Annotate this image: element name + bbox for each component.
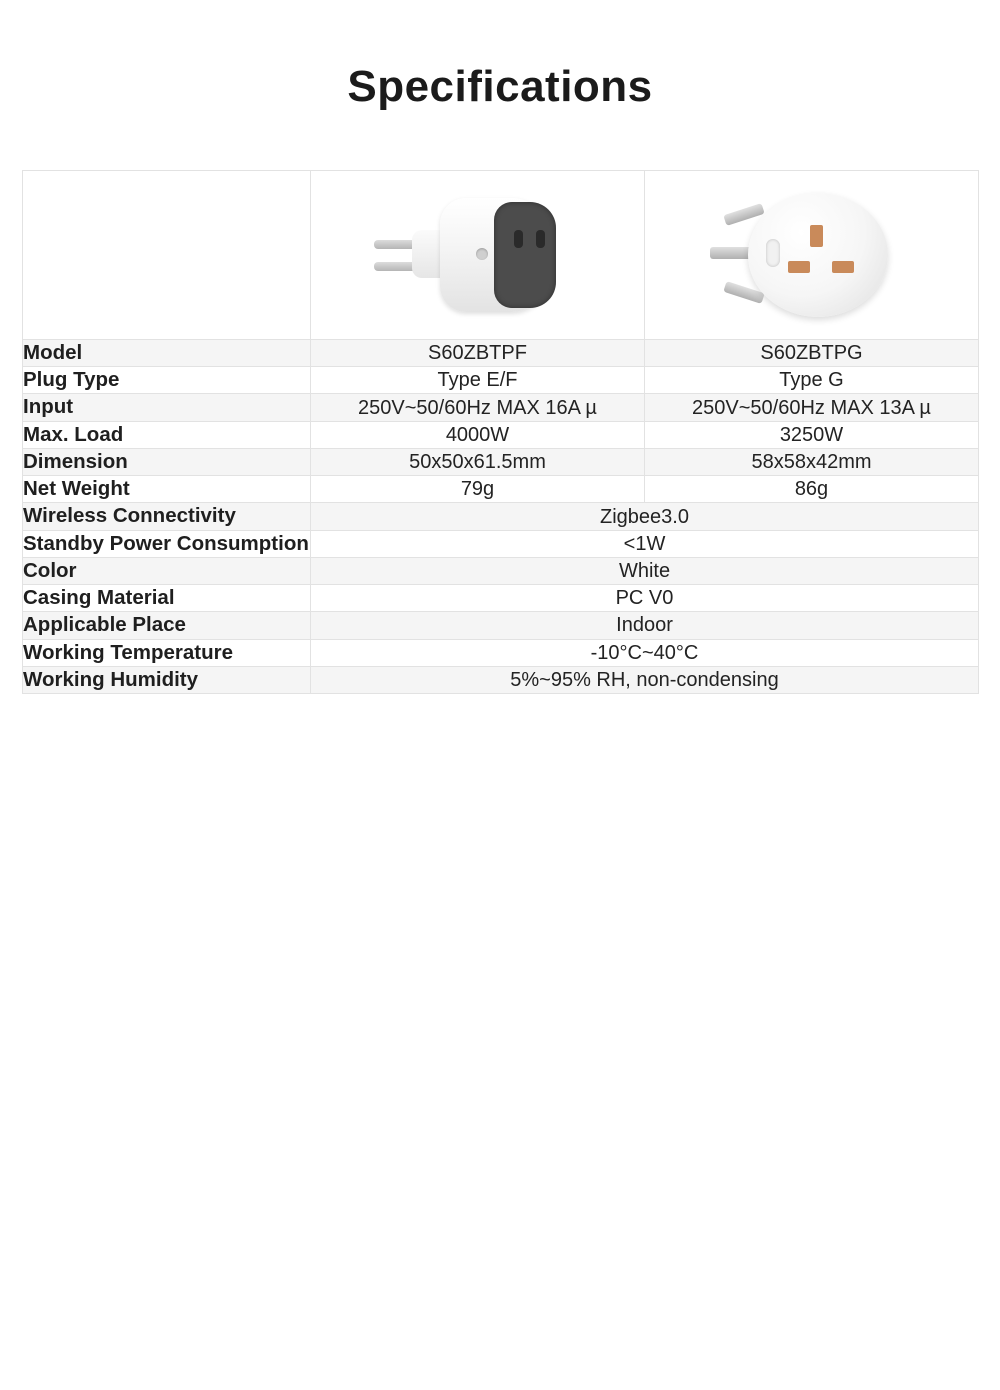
row-label: Input <box>23 394 311 421</box>
row-value-a: 4000W <box>311 421 645 448</box>
specifications-table <box>22 170 979 694</box>
g-socket-hole-icon <box>832 261 854 273</box>
plug-type-ef-image <box>311 173 644 337</box>
table-row <box>23 639 979 666</box>
table-row <box>23 448 979 475</box>
ef-socket-hole-icon <box>514 230 523 248</box>
product-image-row <box>23 171 979 340</box>
row-value-a: 79g <box>311 476 645 503</box>
table-row <box>23 585 979 612</box>
row-value-shared: -10°C~40°C <box>311 639 979 666</box>
plug-type-ef-cell <box>311 171 645 340</box>
row-label: Casing Material <box>23 585 311 612</box>
row-value-shared: <1W <box>311 530 979 557</box>
row-label: Max. Load <box>23 421 311 448</box>
table-row <box>23 557 979 584</box>
plug-g-drawing <box>702 187 922 323</box>
empty-corner-cell <box>23 171 311 340</box>
table-row <box>23 476 979 503</box>
plug-type-g-cell <box>645 171 979 340</box>
ef-socket-face <box>494 202 556 308</box>
row-label: Model <box>23 340 311 367</box>
table-row <box>23 394 979 421</box>
table-row <box>23 503 979 530</box>
row-value-shared: Zigbee3.0 <box>311 503 979 530</box>
row-label: Wireless Connectivity <box>23 503 311 530</box>
row-value-b: 58x58x42mm <box>645 448 979 475</box>
row-value-b: 3250W <box>645 421 979 448</box>
row-value-b: S60ZBTPG <box>645 340 979 367</box>
table-row <box>23 612 979 639</box>
g-button-icon <box>766 239 780 267</box>
row-value-a: 50x50x61.5mm <box>311 448 645 475</box>
row-label: Plug Type <box>23 367 311 394</box>
row-value-shared: Indoor <box>311 612 979 639</box>
row-label: Dimension <box>23 448 311 475</box>
g-socket-hole-icon <box>788 261 810 273</box>
ef-button-icon <box>476 248 488 260</box>
row-value-b: 86g <box>645 476 979 503</box>
page-title: Specifications <box>347 62 653 111</box>
row-value-shared: White <box>311 557 979 584</box>
row-value-b: 250V~50/60Hz MAX 13A µ <box>645 394 979 421</box>
row-value-shared: PC V0 <box>311 585 979 612</box>
row-label: Net Weight <box>23 476 311 503</box>
table-row <box>23 367 979 394</box>
row-label: Standby Power Consumption <box>23 530 311 557</box>
table-row <box>23 421 979 448</box>
row-label: Working Humidity <box>23 666 311 693</box>
row-label: Applicable Place <box>23 612 311 639</box>
table-row <box>23 340 979 367</box>
plug-ef-drawing <box>368 190 588 320</box>
table-row <box>23 666 979 693</box>
row-value-b: Type G <box>645 367 979 394</box>
plug-type-g-image <box>645 173 978 337</box>
row-label: Working Temperature <box>23 639 311 666</box>
row-value-a: 250V~50/60Hz MAX 16A µ <box>311 394 645 421</box>
row-value-a: Type E/F <box>311 367 645 394</box>
specifications-table-wrapper <box>22 170 978 694</box>
row-value-a: S60ZBTPF <box>311 340 645 367</box>
ef-socket-hole-icon <box>536 230 545 248</box>
table-row <box>23 530 979 557</box>
row-value-shared: 5%~95% RH, non-condensing <box>311 666 979 693</box>
g-socket-hole-icon <box>810 225 823 247</box>
specifications-table-body <box>23 171 979 694</box>
row-label: Color <box>23 557 311 584</box>
